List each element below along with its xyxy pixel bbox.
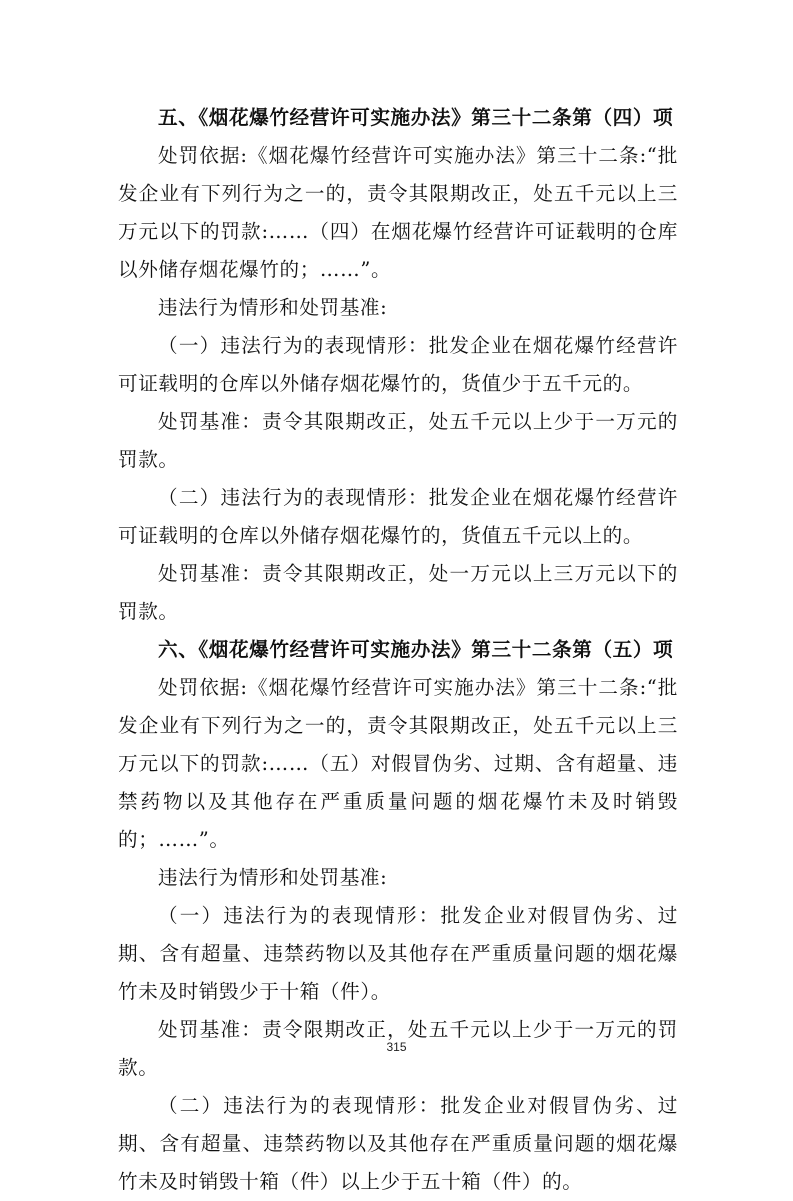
section-5-penalty-2: 处罚基准：责令其限期改正，处一万元以上三万元以下的罚款。 <box>118 562 678 623</box>
section-6-case-2: （二）违法行为的表现情形：批发企业对假冒伪劣、过期、含有超量、违禁药物以及其他存在严重质量问题的烟花爆竹未及时销毁十箱（件）以上少于五十箱（件）的。 <box>118 1094 678 1193</box>
page-number: 315 <box>386 1040 407 1054</box>
section-6-heading: 六、《烟花爆竹经营许可实施办法》第三十二条第（五）项 <box>158 638 674 661</box>
section-6-case-1: （一）违法行为的表现情形：批发企业对假冒伪劣、过期、含有超量、违禁药物以及其他存在严重质量问题的烟花爆竹未及时销毁少于十箱（件）。 <box>118 904 678 1003</box>
section-5-penalty-1: 处罚基准：责令其限期改正，处五千元以上少于一万元的罚款。 <box>118 410 678 471</box>
section-6-penalty-1: 处罚基准：责令限期改正，处五千元以上少于一万元的罚款。 <box>118 1018 678 1079</box>
section-6-intro: 违法行为情形和处罚基准: <box>158 866 388 889</box>
section-5-intro: 违法行为情形和处罚基准: <box>158 296 388 319</box>
section-5-basis: 处罚依据:《烟花爆竹经营许可实施办法》第三十二条:“批发企业有下列行为之一的，责令其限期改正，处五千元以上三万元以下的罚款:……（四）在烟花爆竹经营许可证载明的仓库以外储存烟花爆竹的；……”。 <box>118 144 678 281</box>
document-body <box>118 99 678 1201</box>
section-5-case-2: （二）违法行为的表现情形：批发企业在烟花爆竹经营许可证载明的仓库以外储存烟花爆竹的，货值五千元以上的。 <box>118 486 678 547</box>
section-5-heading: 五、《烟花爆竹经营许可实施办法》第三十二条第（四）项 <box>158 106 674 129</box>
section-6-basis: 处罚依据:《烟花爆竹经营许可实施办法》第三十二条:“批发企业有下列行为之一的，责令其限期改正，处五千元以上三万元以下的罚款:……（五）对假冒伪劣、过期、含有超量、违禁药物以及其他存在严重质量问题的烟花爆竹未及时销毁的；……”。 <box>118 676 678 851</box>
section-5-case-1: （一）违法行为的表现情形：批发企业在烟花爆竹经营许可证载明的仓库以外储存烟花爆竹的，货值少于五千元的。 <box>118 334 678 395</box>
